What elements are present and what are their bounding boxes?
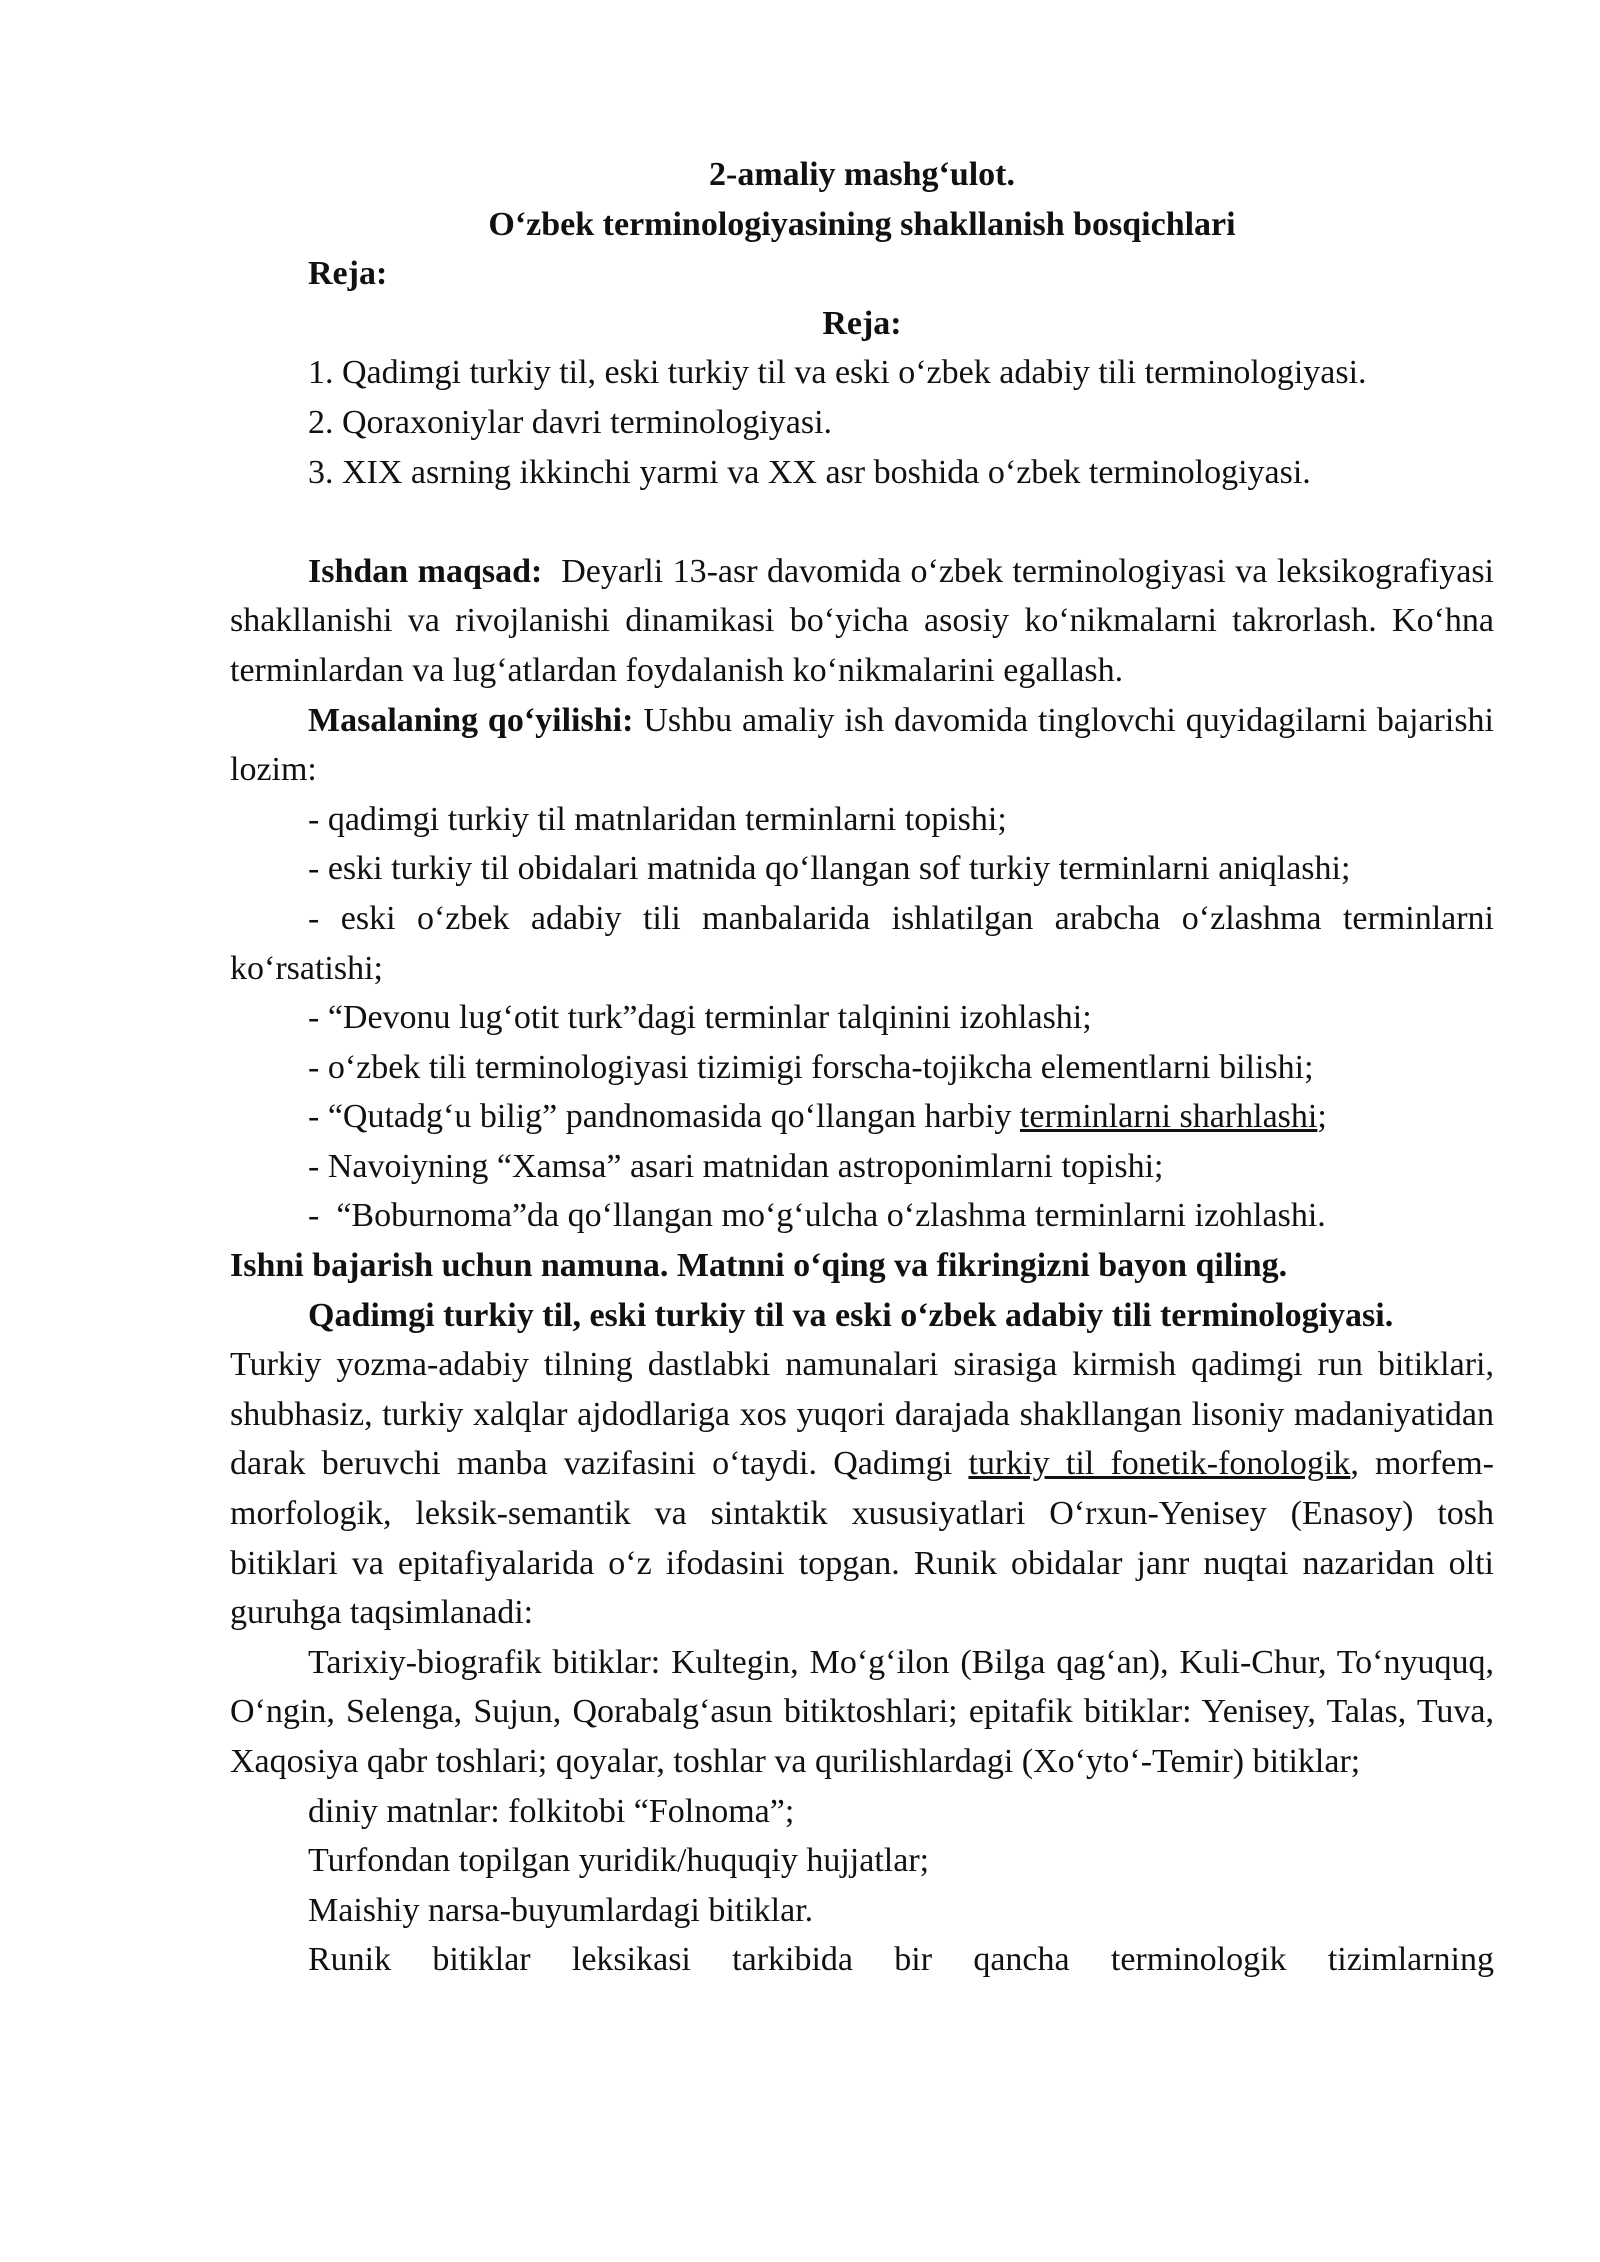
plan-heading-left: Reja: <box>308 255 388 293</box>
task-item-text: ; <box>1317 1098 1327 1136</box>
task-item: - eski o‘zbek adabiy tili manbalarida ishlatilgan arabcha o‘zlashma terminlarni ko‘rsatishi; <box>230 899 1494 987</box>
task-item: - qadimgi turkiy til matnlaridan terminlarni topishi; <box>308 800 1007 838</box>
task-item: - Navoiyning “Xamsa” asari matnidan astroponimlarni topishi; <box>308 1147 1164 1185</box>
body-paragraph: Turfondan topilgan yuridik/huquqiy hujjatlar; <box>308 1842 930 1880</box>
body-paragraph <box>230 1340 1494 1638</box>
plan-heading-center: Reja: <box>822 304 902 342</box>
task-item: - “Boburnoma”da qo‘llangan mo‘g‘ulcha o‘zlashma terminlarni izohlashi. <box>308 1197 1326 1235</box>
section-heading: Qadimgi turkiy til, eski turkiy til va eski o‘zbek adabiy tili terminologiyasi. <box>308 1296 1394 1334</box>
task-text: Ushbu amaliy ish davomida tinglovchi quyidagilarni bajarishi lozim: <box>230 701 1495 789</box>
goal-label: Ishdan maqsad: <box>308 552 543 590</box>
document-page <box>230 150 1503 1985</box>
plan-item: 2. Qoraxoniylar davri terminologiyasi. <box>308 403 833 441</box>
doc-title: 2-amaliy mashg‘ulot. <box>709 156 1015 193</box>
plan-item: 3. XIX asrning ikkinchi yarmi va XX asr boshida o‘zbek terminologiyasi. <box>308 453 1311 491</box>
task-item: - eski turkiy til obidalari matnida qo‘llangan sof turkiy terminlarni aniqlashi; <box>308 850 1351 888</box>
goal-text: Deyarli 13-asr davomida o‘zbek terminologiyasi va leksikografiyasi shakllanishi va rivojlanishi dinamikasi bo‘yicha asosiy ko‘nikmalarni takrorlash. Ko‘hna terminlardan va lug‘atlardan foydalanish ko‘nikmalarini egallash. <box>230 552 1503 689</box>
task-item <box>230 1092 1494 1142</box>
body-paragraph: diniy matnlar: folkitobi “Folnoma”; <box>308 1792 795 1830</box>
task-paragraph <box>230 696 1494 795</box>
doc-subtitle: O‘zbek terminologiyasining shakllanish bosqichlari <box>488 205 1236 243</box>
body-link[interactable]: turkiy til fonetik-fonologik <box>968 1445 1351 1483</box>
task-item: - “Devonu lug‘otit turk”dagi terminlar talqinini izohlashi; <box>308 999 1092 1037</box>
task-item: - o‘zbek tili terminologiyasi tizimigi forscha-tojikcha elementlarni bilishi; <box>308 1048 1314 1086</box>
body-paragraph: Runik bitiklar leksikasi tarkibida bir qancha terminologik tizimlarning <box>308 1941 1494 1979</box>
body-paragraph: Tarixiy-biografik bitiklar: Kultegin, Mo‘g‘ilon (Bilga qag‘an), Kuli-Chur, To‘nyuquq, O‘ngin, Selenga, Sujun, Qorabalg‘asun bitiktoshlari; epitafik bitiklar: Yenisey, Talas, Tuva, Xaqosiya qabr toshlari; qoyalar, toshlar va qurilishlardagi (Xo‘yto‘-Temir) bitiklar; <box>230 1643 1494 1780</box>
task-link[interactable]: terminlarni sharhlashi <box>1019 1098 1318 1136</box>
body-paragraph: Maishiy narsa-buyumlardagi bitiklar. <box>308 1891 814 1929</box>
sample-heading: Ishni bajarish uchun namuna. Matnni o‘qing va fikringizni bayon qiling. <box>230 1247 1288 1285</box>
blank-line <box>230 497 1494 547</box>
goal-paragraph <box>230 547 1503 696</box>
body-text: Turkiy yozma-adabiy tilning dastlabki namunalari sirasiga kirmish qadimgi run bitiklari, shubhasiz, turkiy xalqlar ajdodlariga xos yuqori darajada shakllangan lisoniy madaniyatidan darak beruvchi manba vazifasini o‘taydi. Qadimgi <box>230 1346 1494 1483</box>
task-label: Masalaning qo‘yilishi: <box>308 701 634 739</box>
body-text: , morfem-morfologik, leksik-semantik va sintaktik xususiyatlari O‘rxun-Yenisey (Enasoy) tosh bitiklari va epitafiyalarida o‘z ifodasini topgan. Runik obidalar janr nuqtai nazaridan olti guruhga taqsimlanadi: <box>230 1445 1494 1632</box>
task-item-text: - “Qutadg‘u bilig” pandnomasida qo‘llangan harbiy <box>308 1098 1020 1136</box>
plan-item: 1. Qadimgi turkiy til, eski turkiy til va eski o‘zbek adabiy tili terminologiyasi. <box>308 354 1367 392</box>
